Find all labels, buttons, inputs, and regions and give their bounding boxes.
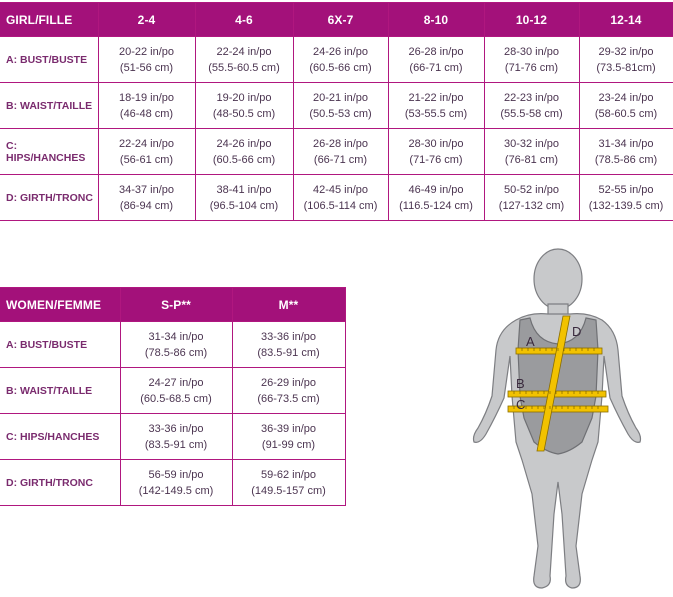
girl-header-size-2-4: 2-4: [98, 3, 195, 37]
women-cell: 24-27 in/po (60.5-68.5 cm): [120, 368, 232, 414]
girl-row-hips: [0, 129, 673, 175]
girl-row-label: A: BUST/BUSTE: [0, 37, 98, 83]
women-row-waist: [0, 368, 345, 414]
girl-cell: 24-26 in/po (60.5-66 cm): [195, 129, 293, 175]
women-size-table: [0, 287, 346, 506]
girl-row-label: B: WAIST/TAILLE: [0, 83, 98, 129]
girl-header-size-8-10: 8-10: [388, 3, 484, 37]
women-cell: 33-36 in/po (83.5-91 cm): [232, 322, 345, 368]
girl-cell: 31-34 in/po (78.5-86 cm): [579, 129, 673, 175]
women-header-label: WOMEN/FEMME: [0, 288, 120, 322]
women-row-label: A: BUST/BUSTE: [0, 322, 120, 368]
girl-cell: 34-37 in/po (86-94 cm): [98, 175, 195, 221]
girl-cell: 28-30 in/po (71-76 cm): [388, 129, 484, 175]
girl-row-waist: [0, 83, 673, 129]
girl-cell: 46-49 in/po (116.5-124 cm): [388, 175, 484, 221]
women-row-bust: [0, 322, 345, 368]
girl-cell: 22-24 in/po (55.5-60.5 cm): [195, 37, 293, 83]
women-header-size-s-p: S-P**: [120, 288, 232, 322]
women-table-header-row: [0, 288, 345, 322]
head-shape: [534, 249, 582, 309]
girl-cell: 26-28 in/po (66-71 cm): [293, 129, 388, 175]
women-cell: 36-39 in/po (91-99 cm): [232, 414, 345, 460]
women-row-hips: [0, 414, 345, 460]
girl-cell: 52-55 in/po (132-139.5 cm): [579, 175, 673, 221]
girl-header-label: GIRL/FILLE: [0, 3, 98, 37]
women-cell: 33-36 in/po (83.5-91 cm): [120, 414, 232, 460]
label-d: D: [572, 324, 582, 339]
girl-cell: 22-23 in/po (55.5-58 cm): [484, 83, 579, 129]
girl-row-label: D: GIRTH/TRONC: [0, 175, 98, 221]
girl-table-header-row: [0, 3, 673, 37]
women-cell: 59-62 in/po (149.5-157 cm): [232, 460, 345, 506]
women-cell: 31-34 in/po (78.5-86 cm): [120, 322, 232, 368]
child-body-illustration: [430, 246, 673, 592]
girl-cell: 50-52 in/po (127-132 cm): [484, 175, 579, 221]
measurement-figure: [430, 246, 673, 592]
girl-cell: 38-41 in/po (96.5-104 cm): [195, 175, 293, 221]
girl-cell: 21-22 in/po (53-55.5 cm): [388, 83, 484, 129]
women-row-girth: [0, 460, 345, 506]
girl-header-size-4-6: 4-6: [195, 3, 293, 37]
girl-cell: 42-45 in/po (106.5-114 cm): [293, 175, 388, 221]
girl-cell: 20-21 in/po (50.5-53 cm): [293, 83, 388, 129]
girl-header-size-12-14: 12-14: [579, 3, 673, 37]
label-a: A: [526, 334, 535, 349]
girl-header-size-10-12: 10-12: [484, 3, 579, 37]
girl-cell: 30-32 in/po (76-81 cm): [484, 129, 579, 175]
girl-cell: 22-24 in/po (56-61 cm): [98, 129, 195, 175]
women-cell: 26-29 in/po (66-73.5 cm): [232, 368, 345, 414]
women-row-label: C: HIPS/HANCHES: [0, 414, 120, 460]
women-row-label: B: WAIST/TAILLE: [0, 368, 120, 414]
girl-row-girth: [0, 175, 673, 221]
women-cell: 56-59 in/po (142-149.5 cm): [120, 460, 232, 506]
girl-cell: 26-28 in/po (66-71 cm): [388, 37, 484, 83]
girl-cell: 20-22 in/po (51-56 cm): [98, 37, 195, 83]
girl-size-table: [0, 2, 673, 221]
women-header-size-m: M**: [232, 288, 345, 322]
girl-row-label: C: HIPS/HANCHES: [0, 129, 98, 175]
girl-cell: 24-26 in/po (60.5-66 cm): [293, 37, 388, 83]
label-b: B: [516, 376, 525, 391]
label-c: C: [516, 397, 526, 412]
women-row-label: D: GIRTH/TRONC: [0, 460, 120, 506]
girl-cell: 28-30 in/po (71-76 cm): [484, 37, 579, 83]
girl-cell: 18-19 in/po (46-48 cm): [98, 83, 195, 129]
girl-cell: 19-20 in/po (48-50.5 cm): [195, 83, 293, 129]
girl-row-bust: [0, 37, 673, 83]
girl-cell: 29-32 in/po (73.5-81cm): [579, 37, 673, 83]
girl-cell: 23-24 in/po (58-60.5 cm): [579, 83, 673, 129]
girl-header-size-6x-7: 6X-7: [293, 3, 388, 37]
